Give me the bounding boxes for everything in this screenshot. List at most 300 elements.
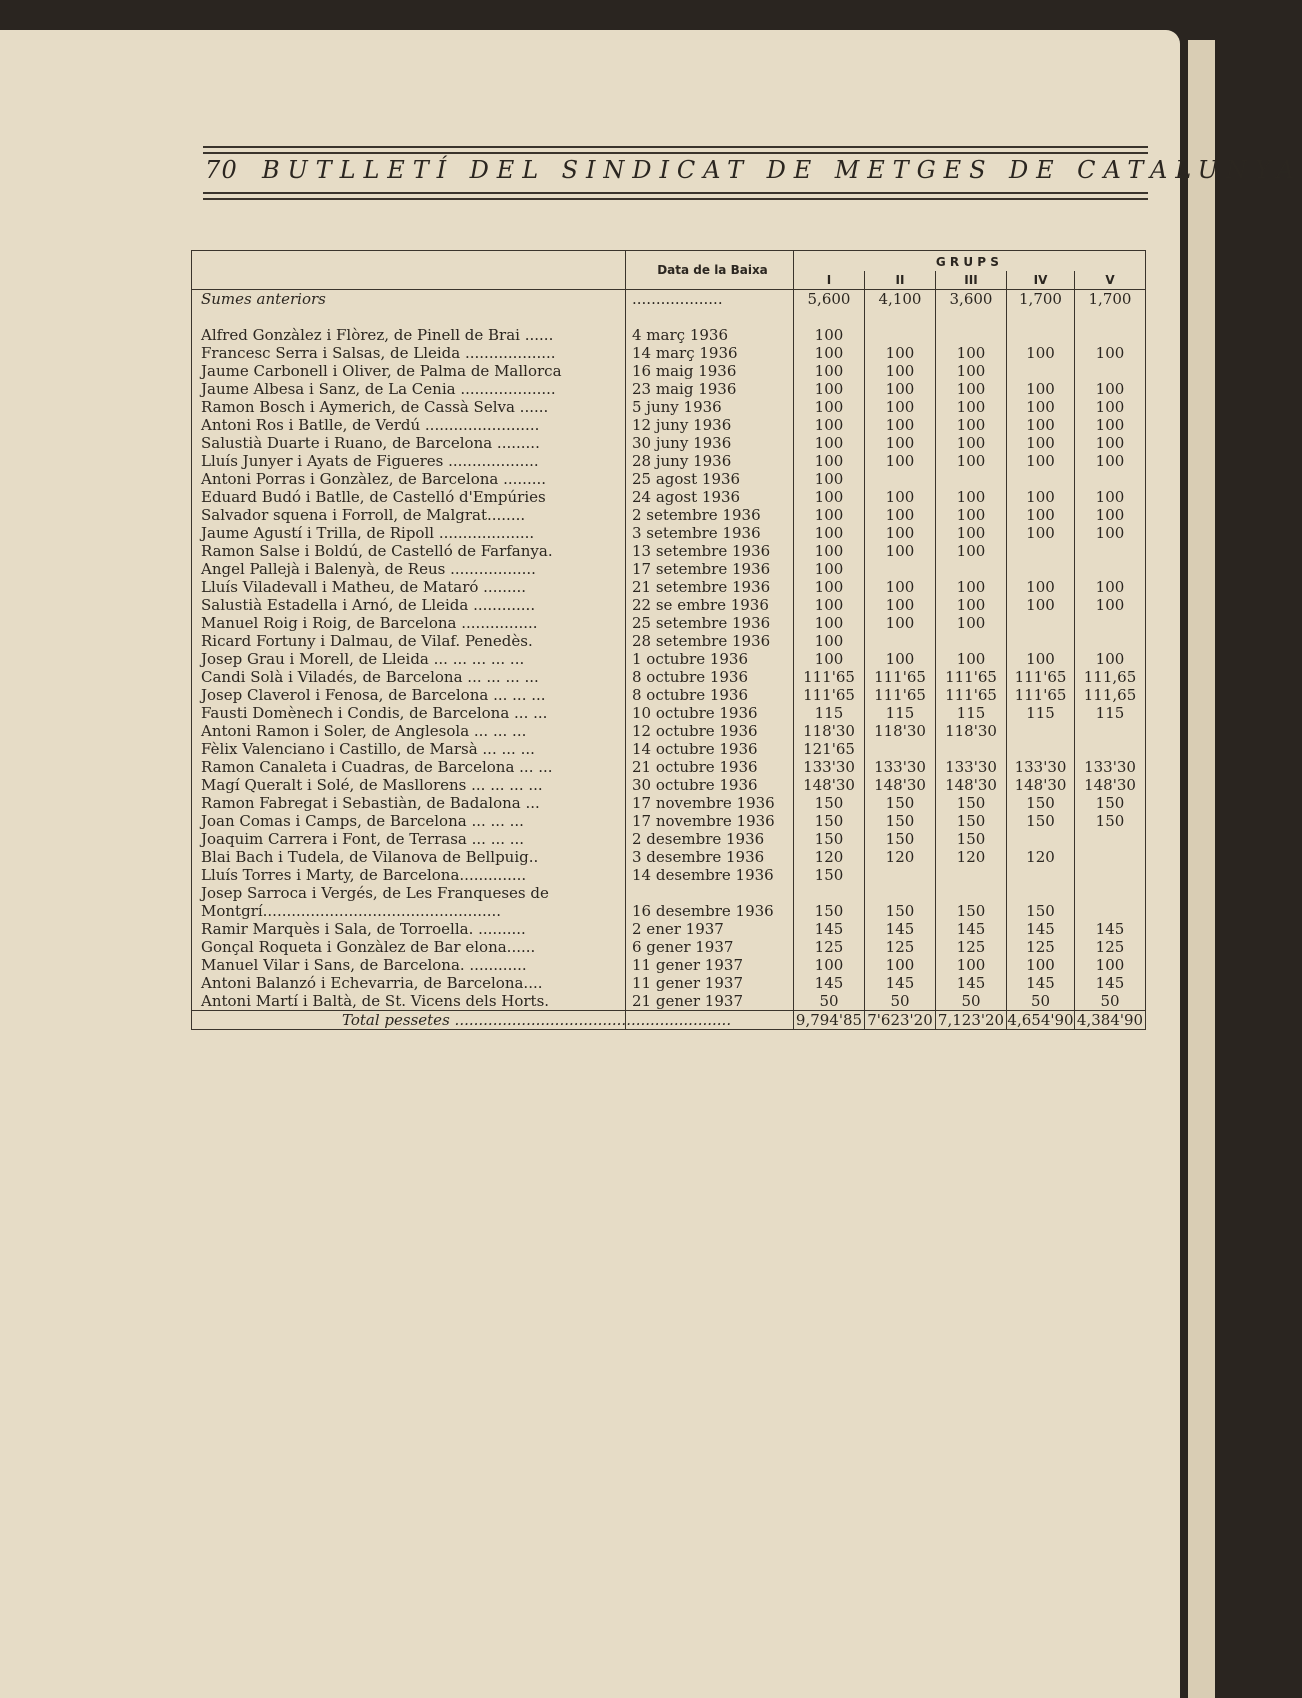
group-2-amount: 120 <box>865 848 936 866</box>
group-4-amount: 100 <box>1007 416 1075 434</box>
leave-date: 11 gener 1937 <box>626 974 794 992</box>
group-5-amount: 145 <box>1075 974 1146 992</box>
member-name: Lluís Junyer i Ayats de Figueres ................... <box>192 452 626 470</box>
group-5-amount: 100 <box>1075 578 1146 596</box>
member-name: Antoni Ramon i Soler, de Anglesola ... ... ... <box>192 722 626 740</box>
header-rule-top-2 <box>203 152 1148 154</box>
group-3-amount: 150 <box>936 794 1007 812</box>
group-5-amount: 100 <box>1075 416 1146 434</box>
member-name: Fèlix Valenciano i Castillo, de Marsà ... ... ... <box>192 740 626 758</box>
header-rule-bottom-2 <box>203 198 1148 200</box>
table-row <box>192 542 1146 560</box>
member-name: Lluís Viladevall i Matheu, de Mataró ......... <box>192 578 626 596</box>
group-1-amount: 125 <box>794 938 865 956</box>
group-4-amount: 100 <box>1007 434 1075 452</box>
group-4-amount: 120 <box>1007 848 1075 866</box>
group-5-amount: 100 <box>1075 596 1146 614</box>
group-1-amount: 100 <box>794 488 865 506</box>
table-row <box>192 380 1146 398</box>
group-1-amount: 100 <box>794 596 865 614</box>
table-row <box>192 398 1146 416</box>
group-5-amount <box>1075 542 1146 560</box>
group-1-amount: 133'30 <box>794 758 865 776</box>
group-2-amount: 150 <box>865 794 936 812</box>
group-4-amount: 100 <box>1007 344 1075 362</box>
leave-date: 25 setembre 1936 <box>626 614 794 632</box>
leave-date: 10 octubre 1936 <box>626 704 794 722</box>
spacer-cell <box>1007 308 1075 326</box>
leave-date: 4 març 1936 <box>626 326 794 344</box>
previous-sum-5: 1,700 <box>1075 290 1146 309</box>
table-row <box>192 470 1146 488</box>
total-5: 4,384'90 <box>1075 1011 1146 1030</box>
group-2-amount: 111'65 <box>865 668 936 686</box>
group-1-amount: 100 <box>794 470 865 488</box>
group-5-amount <box>1075 470 1146 488</box>
group-3-amount: 100 <box>936 416 1007 434</box>
name-column-header <box>192 251 626 290</box>
group-1-amount: 150 <box>794 794 865 812</box>
group-3-amount <box>936 884 1007 902</box>
group-4-amount: 111'65 <box>1007 686 1075 704</box>
group-2-amount <box>865 470 936 488</box>
group-2-amount: 125 <box>865 938 936 956</box>
member-name: Montgrí.................................................. <box>192 902 626 920</box>
group-3-amount: 100 <box>936 362 1007 380</box>
group-4-amount: 125 <box>1007 938 1075 956</box>
leave-date: 11 gener 1937 <box>626 956 794 974</box>
group-3-amount <box>936 632 1007 650</box>
table-row <box>192 344 1146 362</box>
leave-date: 3 setembre 1936 <box>626 524 794 542</box>
leave-date: 2 ener 1937 <box>626 920 794 938</box>
group-header-5: V <box>1075 271 1146 290</box>
member-name: Salustià Duarte i Ruano, de Barcelona ......... <box>192 434 626 452</box>
journal-title: BUTLLETÍ DEL SINDICAT DE METGES DE CATALUNYA <box>261 156 1302 184</box>
member-name: Ramir Marquès i Sala, de Torroella. .......... <box>192 920 626 938</box>
leave-date: 30 octubre 1936 <box>626 776 794 794</box>
group-4-amount: 50 <box>1007 992 1075 1011</box>
group-3-amount <box>936 560 1007 578</box>
member-name: Antoni Ros i Batlle, de Verdú ........................ <box>192 416 626 434</box>
table-row <box>192 578 1146 596</box>
group-1-amount: 100 <box>794 560 865 578</box>
group-3-amount: 118'30 <box>936 722 1007 740</box>
leave-date: 2 setembre 1936 <box>626 506 794 524</box>
previous-sums-row <box>192 290 1146 309</box>
group-4-amount <box>1007 722 1075 740</box>
group-3-amount: 100 <box>936 506 1007 524</box>
table-row <box>192 794 1146 812</box>
member-name: Lluís Torres i Marty, de Barcelona.............. <box>192 866 626 884</box>
group-4-amount: 148'30 <box>1007 776 1075 794</box>
table-row <box>192 830 1146 848</box>
group-5-amount: 100 <box>1075 650 1146 668</box>
member-name: Blai Bach i Tudela, de Vilanova de Bellpuig.. <box>192 848 626 866</box>
group-5-amount: 100 <box>1075 344 1146 362</box>
group-4-amount: 115 <box>1007 704 1075 722</box>
group-3-amount: 100 <box>936 488 1007 506</box>
table-row <box>192 668 1146 686</box>
leave-date: 25 agost 1936 <box>626 470 794 488</box>
member-name: Joaquim Carrera i Font, de Terrasa ... ... ... <box>192 830 626 848</box>
leave-date: 17 novembre 1936 <box>626 794 794 812</box>
group-2-amount <box>865 884 936 902</box>
group-3-amount: 120 <box>936 848 1007 866</box>
leave-date: 28 setembre 1936 <box>626 632 794 650</box>
running-header <box>205 156 1302 196</box>
table-row <box>192 452 1146 470</box>
group-5-amount <box>1075 830 1146 848</box>
group-4-amount: 150 <box>1007 794 1075 812</box>
leave-date: 14 març 1936 <box>626 344 794 362</box>
total-3: 7,123'20 <box>936 1011 1007 1030</box>
group-1-amount: 100 <box>794 956 865 974</box>
group-2-amount: 133'30 <box>865 758 936 776</box>
group-3-amount: 145 <box>936 920 1007 938</box>
table-row <box>192 866 1146 884</box>
group-1-amount: 115 <box>794 704 865 722</box>
group-4-amount <box>1007 362 1075 380</box>
group-4-amount <box>1007 830 1075 848</box>
adjacent-page-edge <box>1188 40 1215 1698</box>
group-2-amount: 100 <box>865 398 936 416</box>
group-1-amount: 100 <box>794 506 865 524</box>
member-name: Magí Queralt i Solé, de Masllorens ... ... ... ... <box>192 776 626 794</box>
group-1-amount: 100 <box>794 326 865 344</box>
member-name: Antoni Porras i Gonzàlez, de Barcelona ......... <box>192 470 626 488</box>
table-row <box>192 560 1146 578</box>
table-row <box>192 632 1146 650</box>
group-5-amount <box>1075 884 1146 902</box>
member-name: Manuel Vilar i Sans, de Barcelona. ............ <box>192 956 626 974</box>
group-4-amount: 100 <box>1007 452 1075 470</box>
member-name: Ricard Fortuny i Dalmau, de Vilaf. Penedès. <box>192 632 626 650</box>
group-2-amount <box>865 326 936 344</box>
member-name: Jaume Agustí i Trilla, de Ripoll .................... <box>192 524 626 542</box>
spacer-cell <box>936 308 1007 326</box>
group-2-amount <box>865 740 936 758</box>
member-name: Alfred Gonzàlez i Flòrez, de Pinell de Brai ...... <box>192 326 626 344</box>
group-5-amount: 100 <box>1075 380 1146 398</box>
group-1-amount: 100 <box>794 380 865 398</box>
leave-date: 24 agost 1936 <box>626 488 794 506</box>
table-row <box>192 362 1146 380</box>
group-1-amount: 150 <box>794 830 865 848</box>
group-4-amount: 100 <box>1007 398 1075 416</box>
group-4-amount: 133'30 <box>1007 758 1075 776</box>
total-1: 9,794'85 <box>794 1011 865 1030</box>
group-4-amount: 145 <box>1007 920 1075 938</box>
table-row <box>192 956 1146 974</box>
group-3-amount: 100 <box>936 578 1007 596</box>
table-row <box>192 506 1146 524</box>
leave-date: 30 juny 1936 <box>626 434 794 452</box>
group-2-amount: 100 <box>865 524 936 542</box>
total-label-cell <box>192 1011 732 1030</box>
group-5-amount: 148'30 <box>1075 776 1146 794</box>
group-4-amount: 100 <box>1007 506 1075 524</box>
leave-date: 16 desembre 1936 <box>626 902 794 920</box>
group-header-2: II <box>865 271 936 290</box>
group-3-amount: 150 <box>936 902 1007 920</box>
date-column-header: Data de la Baixa <box>626 251 794 290</box>
group-1-amount: 111'65 <box>794 686 865 704</box>
group-2-amount: 148'30 <box>865 776 936 794</box>
member-name: Antoni Martí i Baltà, de St. Vicens dels Horts. <box>192 992 626 1011</box>
group-2-amount: 100 <box>865 362 936 380</box>
group-4-amount <box>1007 866 1075 884</box>
member-name: Joan Comas i Camps, de Barcelona ... ... ... <box>192 812 626 830</box>
group-header-1: I <box>794 271 865 290</box>
group-1-amount: 145 <box>794 974 865 992</box>
group-2-amount: 100 <box>865 488 936 506</box>
group-1-amount: 120 <box>794 848 865 866</box>
group-3-amount: 150 <box>936 830 1007 848</box>
group-1-amount: 118'30 <box>794 722 865 740</box>
group-3-amount: 111'65 <box>936 686 1007 704</box>
group-4-amount: 100 <box>1007 578 1075 596</box>
group-4-amount <box>1007 470 1075 488</box>
group-1-amount: 100 <box>794 434 865 452</box>
group-3-amount: 150 <box>936 812 1007 830</box>
table-row <box>192 488 1146 506</box>
leave-date: 5 juny 1936 <box>626 398 794 416</box>
leave-date: 8 octubre 1936 <box>626 686 794 704</box>
group-2-amount: 100 <box>865 650 936 668</box>
group-1-amount: 121'65 <box>794 740 865 758</box>
table-row <box>192 974 1146 992</box>
member-name: Jaume Carbonell i Oliver, de Palma de Mallorca <box>192 362 626 380</box>
group-2-amount: 50 <box>865 992 936 1011</box>
group-3-amount <box>936 740 1007 758</box>
group-header-4: IV <box>1007 271 1075 290</box>
group-header-3: III <box>936 271 1007 290</box>
group-5-amount: 150 <box>1075 794 1146 812</box>
group-3-amount: 100 <box>936 344 1007 362</box>
member-name: Ramon Salse i Boldú, de Castelló de Farfanya. <box>192 542 626 560</box>
group-3-amount: 115 <box>936 704 1007 722</box>
member-name: Ramon Canaleta i Cuadras, de Barcelona ... ... <box>192 758 626 776</box>
group-2-amount: 100 <box>865 416 936 434</box>
previous-sum-3: 3,600 <box>936 290 1007 309</box>
group-4-amount <box>1007 740 1075 758</box>
group-2-amount <box>865 560 936 578</box>
group-1-amount: 50 <box>794 992 865 1011</box>
group-2-amount: 118'30 <box>865 722 936 740</box>
member-name: Jaume Albesa i Sanz, de La Cenia .................... <box>192 380 626 398</box>
group-2-amount <box>865 866 936 884</box>
table-row <box>192 416 1146 434</box>
group-1-amount: 100 <box>794 578 865 596</box>
group-5-amount: 50 <box>1075 992 1146 1011</box>
leave-date: 14 desembre 1936 <box>626 866 794 884</box>
group-2-amount: 100 <box>865 506 936 524</box>
group-4-amount <box>1007 632 1075 650</box>
group-5-amount <box>1075 866 1146 884</box>
group-3-amount: 133'30 <box>936 758 1007 776</box>
group-1-amount: 150 <box>794 902 865 920</box>
leave-date: 23 maig 1936 <box>626 380 794 398</box>
group-4-amount <box>1007 614 1075 632</box>
group-1-amount <box>794 884 865 902</box>
group-4-amount: 100 <box>1007 380 1075 398</box>
group-4-amount <box>1007 884 1075 902</box>
table-row <box>192 596 1146 614</box>
group-4-amount: 150 <box>1007 812 1075 830</box>
spacer-cell <box>626 308 794 326</box>
leave-date: 2 desembre 1936 <box>626 830 794 848</box>
group-5-amount: 115 <box>1075 704 1146 722</box>
spacer-cell <box>794 308 865 326</box>
group-2-amount: 100 <box>865 614 936 632</box>
group-1-amount: 100 <box>794 362 865 380</box>
total-2: 7'623'20 <box>865 1011 936 1030</box>
group-2-amount: 145 <box>865 974 936 992</box>
leave-date: 8 octubre 1936 <box>626 668 794 686</box>
grups-header: GRUPS <box>794 251 1146 272</box>
member-name: Manuel Roig i Roig, de Barcelona ................ <box>192 614 626 632</box>
group-5-amount: 100 <box>1075 434 1146 452</box>
group-1-amount: 100 <box>794 344 865 362</box>
group-5-amount <box>1075 722 1146 740</box>
group-2-amount: 100 <box>865 578 936 596</box>
group-3-amount: 100 <box>936 452 1007 470</box>
member-name: Salvador squena i Forroll, de Malgrat........ <box>192 506 626 524</box>
table-row <box>192 884 1146 902</box>
spacer-cell <box>192 308 626 326</box>
group-3-amount: 100 <box>936 614 1007 632</box>
group-3-amount <box>936 326 1007 344</box>
leave-date: 17 setembre 1936 <box>626 560 794 578</box>
group-2-amount: 100 <box>865 542 936 560</box>
table-row <box>192 920 1146 938</box>
group-2-amount: 100 <box>865 434 936 452</box>
table-row <box>192 812 1146 830</box>
table-row <box>192 326 1146 344</box>
group-2-amount: 145 <box>865 920 936 938</box>
group-4-amount: 111'65 <box>1007 668 1075 686</box>
total-label: Total pessetes <box>342 1011 450 1029</box>
group-5-amount <box>1075 632 1146 650</box>
group-5-amount: 100 <box>1075 488 1146 506</box>
leave-date: 12 octubre 1936 <box>626 722 794 740</box>
header-rule-bottom <box>203 192 1148 194</box>
table-row <box>192 902 1146 920</box>
group-2-amount: 115 <box>865 704 936 722</box>
previous-sum-4: 1,700 <box>1007 290 1075 309</box>
previous-sums-dots: ................... <box>626 290 794 309</box>
member-name: Candi Solà i Viladés, de Barcelona ... ... ... ... <box>192 668 626 686</box>
previous-sums-label: Sumes anteriors <box>192 290 626 309</box>
total-4: 4,654'90 <box>1007 1011 1074 1029</box>
group-5-amount: 100 <box>1075 956 1146 974</box>
group-2-amount: 150 <box>865 902 936 920</box>
group-2-amount: 100 <box>865 956 936 974</box>
leave-date: 16 maig 1936 <box>626 362 794 380</box>
group-1-amount: 100 <box>794 398 865 416</box>
group-5-amount: 133'30 <box>1075 758 1146 776</box>
member-name: Josep Claverol i Fenosa, de Barcelona ... ... ... <box>192 686 626 704</box>
group-1-amount: 100 <box>794 650 865 668</box>
group-3-amount: 100 <box>936 524 1007 542</box>
group-4-amount: 150 <box>1007 902 1075 920</box>
group-4-amount <box>1007 326 1075 344</box>
group-2-amount: 100 <box>865 596 936 614</box>
leave-date <box>626 884 794 902</box>
group-1-amount: 100 <box>794 542 865 560</box>
table-row <box>192 740 1146 758</box>
spacer-row <box>192 308 1146 326</box>
group-3-amount: 100 <box>936 956 1007 974</box>
table-row <box>192 776 1146 794</box>
table-row <box>192 848 1146 866</box>
table-row <box>192 938 1146 956</box>
leave-date: 3 desembre 1936 <box>626 848 794 866</box>
page-number: 70 <box>205 156 238 184</box>
member-name: Ramon Bosch i Aymerich, de Cassà Selva ...... <box>192 398 626 416</box>
leave-date: 21 octubre 1936 <box>626 758 794 776</box>
group-3-amount: 100 <box>936 650 1007 668</box>
group-4-amount: 100 <box>1007 596 1075 614</box>
group-3-amount: 111'65 <box>936 668 1007 686</box>
member-name: Ramon Fabregat i Sebastiàn, de Badalona ... <box>192 794 626 812</box>
group-3-amount: 145 <box>936 974 1007 992</box>
spacer-cell <box>865 308 936 326</box>
group-4-amount: 100 <box>1007 956 1075 974</box>
group-3-amount: 50 <box>936 992 1007 1011</box>
table-row <box>192 650 1146 668</box>
group-5-amount: 100 <box>1075 524 1146 542</box>
group-1-amount: 100 <box>794 632 865 650</box>
group-5-amount: 111,65 <box>1075 668 1146 686</box>
group-5-amount <box>1075 614 1146 632</box>
member-name: Francesc Serra i Salsas, de Lleida ................... <box>192 344 626 362</box>
member-name: Angel Pallejà i Balenyà, de Reus .................. <box>192 560 626 578</box>
leave-date: 22 se embre 1936 <box>626 596 794 614</box>
group-5-amount: 100 <box>1075 452 1146 470</box>
group-2-amount <box>865 632 936 650</box>
group-3-amount: 148'30 <box>936 776 1007 794</box>
group-5-amount: 150 <box>1075 812 1146 830</box>
leave-date: 21 setembre 1936 <box>626 578 794 596</box>
header-rule-top <box>203 146 1148 148</box>
member-name: Gonçal Roqueta i Gonzàlez de Bar elona...... <box>192 938 626 956</box>
group-1-amount: 150 <box>794 812 865 830</box>
leave-date: 1 octubre 1936 <box>626 650 794 668</box>
leave-date: 21 gener 1937 <box>626 992 794 1011</box>
previous-sum-1: 5,600 <box>794 290 865 309</box>
group-3-amount: 125 <box>936 938 1007 956</box>
group-3-amount: 100 <box>936 398 1007 416</box>
leave-date: 17 novembre 1936 <box>626 812 794 830</box>
group-4-amount: 100 <box>1007 524 1075 542</box>
group-2-amount: 111'65 <box>865 686 936 704</box>
table-row <box>192 992 1146 1011</box>
member-name: Eduard Budó i Batlle, de Castelló d'Empúries <box>192 488 626 506</box>
group-2-amount: 150 <box>865 812 936 830</box>
group-3-amount <box>936 866 1007 884</box>
group-2-amount: 100 <box>865 452 936 470</box>
group-5-amount: 145 <box>1075 920 1146 938</box>
table-row <box>192 524 1146 542</box>
group-5-amount <box>1075 326 1146 344</box>
member-name: Josep Sarroca i Vergés, de Les Franqueses de <box>192 884 626 902</box>
table-row <box>192 722 1146 740</box>
header-row-1 <box>192 251 1146 272</box>
group-3-amount: 100 <box>936 380 1007 398</box>
leave-date: 13 setembre 1936 <box>626 542 794 560</box>
